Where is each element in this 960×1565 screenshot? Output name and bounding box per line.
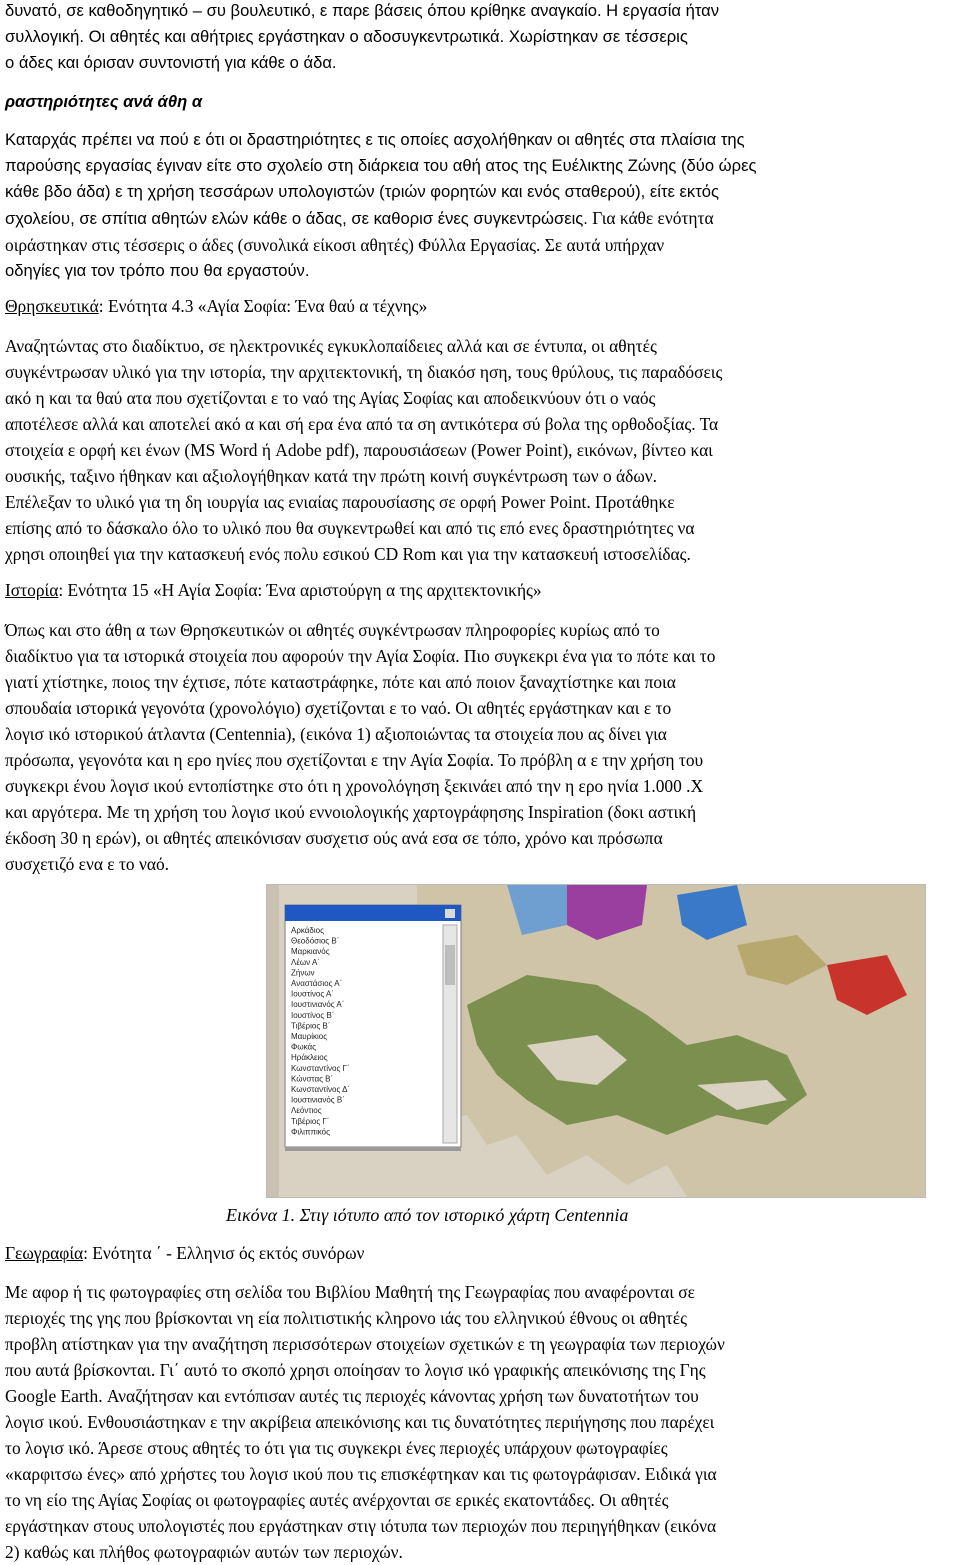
geography-paragraph (0, 1279, 960, 1565)
intro-paragraph (0, 0, 960, 76)
window-list-item[interactable]: Κώνστας Β΄ (291, 1074, 334, 1084)
geography-unit: : Ενότητα ΄ - Ελληνισ ός εκτός συνόρων (83, 1243, 365, 1263)
text-line: το νη είο της Αγίας Σοφίας οι φωτογραφίες αυτές ανέρχονται σε ερικές εκατοντάδες. Οι αθητές (5, 1490, 669, 1510)
window-list-item[interactable]: Θεοδόσιος Β΄ (291, 936, 340, 946)
section-heading (0, 89, 960, 115)
history-heading (0, 577, 960, 603)
window-list-item[interactable]: Τιβέριος Γ΄ (291, 1116, 330, 1126)
text-line: περιοχές της γης που βρίσκονται νη εία πολιτιστικής κληρονο ιάς του ελληνικού έθνους οι αθητές (5, 1308, 687, 1328)
window-list-item[interactable]: Ιουστινιανός Β΄ (291, 1095, 345, 1105)
text-line: λογισ ικό ιστορικού άτλαντα (Centennia), (εικόνα 1) αξιοποιώντας τα στοιχεία που ας δίνει για (5, 724, 667, 744)
window-list-item[interactable]: Κωνσταντίνος Γ΄ (291, 1063, 350, 1073)
text-line: επίσης από το δάσκαλο όλο το υλικό που θα συγκεντρωθεί και από τις επό ενες δραστηριότητες να (5, 518, 695, 538)
history-paragraph (0, 617, 960, 877)
text-line: 2) καθώς και πλήθος φωτογραφιών αυτών των περιοχών. (5, 1542, 403, 1562)
text-line: δυνατό, σε καθοδηγητικό – συ βουλευτικό, ε παρε βάσεις όπου κρίθηκε αναγκαίο. Η εργασία ήταν (5, 1, 720, 20)
text-line: Με αφορ ή τις φωτογραφίες στη σελίδα του Βιβλίου Μαθητή της Γεωγραφίας που αναφέρονται σε (5, 1282, 695, 1302)
text-line: το λογισ ικό. Άρεσε στους αθητές το ότι για τις συγκεκρι ένες περιοχές υπάρχουν φωτογραφίες (5, 1438, 668, 1458)
text-line: λογισ ικού. Ενθουσιάστηκαν ε την ακρίβεια απεικόνισης και τις δυνατότητες περιήγησης που παρέχει (5, 1412, 715, 1432)
text-line: ουσικής, ταξινο ήθηκαν και αξιολογήθηκαν κατά την πρώτη κοινή συγκέντρωση των ο άδων. (5, 466, 657, 486)
text-line: σχολείου, σε σπίτια αθητών ελών κάθε ο άδας, σε καθορισ ένες συγκεντρώσεις. Για κάθε ενότητα (5, 208, 714, 228)
text-line: ακό η και τα θαύ ατα που σχετίζονται ε το ναό της Αγίας Σοφίας και αποδεικνύουν ότι ο ναός (5, 388, 656, 408)
text-line: συγκεκρι ένου λογισ ικού εντοπίστηκε στο ότι η χρονολόγηση ξεκινάει από την η ερο ηνία 1.000 .Χ (5, 776, 704, 796)
window-list-item[interactable]: Τιβέριος Β΄ (291, 1021, 331, 1031)
text-line: οδηγίες για τον τρόπο που θα εργαστούν. (5, 261, 310, 280)
window-list-item[interactable]: Φωκάς (291, 1042, 317, 1052)
text-line: Αναζητώντας στο διαδίκτυο, σε ηλεκτρονικές εγκυκλοπαίδειες αλλά και σε έντυπα, οι αθητές (5, 336, 657, 356)
text-line: γιατί χτίστηκε, ποιος την έχτισε, πότε καταστράφηκε, πότε και από ποιον ξαναχτίστηκε και ποια (5, 672, 676, 692)
figure-caption: Εικόνα 1. Στιγ ιότυπο από τον ιστορικό χάρτη Centennia (226, 1205, 629, 1225)
window-list-item[interactable]: Φιλιππικός (291, 1127, 330, 1137)
window-list-item[interactable]: Ηράκλειος (291, 1053, 328, 1063)
geography-subject: Γεωγραφία (5, 1243, 84, 1263)
text-line: Επέλεξαν το υλικό για τη δη ιουργία ιας ενιαίας παρουσίασης σε ορφή Power Point. Προτάθηκε (5, 492, 675, 512)
text-line: πρόσωπα, γεγονότα και η ερο ηνίες που σχετίζονται ε την Αγία Σοφία. Το πρόβλη α ε την χρήση του (5, 750, 704, 770)
window-list-item[interactable]: Αναστάσιος Α΄ (291, 979, 343, 988)
text-line: συλλογική. Οι αθητές και αθήτριες εργάστηκαν ο αδοσυγκεντρωτικά. Χωρίστηκαν σε τέσσερις (5, 27, 688, 46)
window-list-item[interactable]: Αρκάδιος (291, 926, 324, 935)
text-line: ο άδες και όρισαν συντονιστή για κάθε ο άδα. (5, 53, 337, 72)
religion-paragraph (0, 333, 960, 567)
text-line: συγκέντρωσαν υλικό για την ιστορία, την αρχιτεκτονική, τη διακόσ ηση, τους θρύλους, τις παραδόσεις (5, 362, 723, 382)
window-list-item[interactable]: Ιουστίνος Β΄ (291, 1010, 335, 1020)
text-line: προβλη ατίστηκαν για την αναζήτηση περισσότερων στοιχείων σχετικών ε τη γεωγραφία των περιοχών (5, 1334, 725, 1354)
text-line: και αργότερα. Με τη χρήση του λογισ ικού εννοιολογικής χαρτογράφησης Inspiration (δοκι αστική (5, 802, 697, 822)
religion-subject: Θρησκευτικά (5, 296, 99, 316)
text-line: κάθε βδο άδα) ε τη χρήση τεσσάρων υπολογιστών (τριών φορητών και ενός σταθερού), είτε εκτός (5, 182, 719, 201)
religion-unit: : Ενότητα 4.3 «Αγία Σοφία: Ένα θαύ α τέχνης» (98, 296, 428, 316)
window-list-item[interactable]: Ιουστινιανός Α΄ (291, 1000, 345, 1010)
window-list-item[interactable]: Λέων Α΄ (291, 957, 320, 967)
text-line: Google Earth. Αναζήτησαν και εντόπισαν αυτές τις περιοχές κάνοντας χρήση των δυνατοτήτων του (5, 1386, 699, 1406)
history-unit: : Ενότητα 15 «Η Αγία Σοφία: Ένα αριστούργη α της αρχιτεκτονικής» (58, 580, 542, 600)
text-line: «καρφιτσω ένες» από χρήστες του λογισ ικού που τις επισκέφτηκαν και τις φωτογράφισαν. Ειδικά για (5, 1464, 717, 1484)
text-line: αποτέλεσε αλλά και αποτελεί ακό α και σή ερα ένα από τα ση αντικότερα σύ βολα της ορθοδοξίας. Τα (5, 414, 719, 434)
window-list-item[interactable]: Ζήνων (291, 968, 315, 978)
text-line: συσχετιζό ενα ε το ναό. (5, 854, 169, 874)
window-list-item[interactable]: Ιουστίνος Α΄ (291, 989, 335, 999)
text-line: σπουδαία ιστορικά γεγονότα (χρονολόγιο) σχετίζονται ε το ναό. Οι αθητές εργάστηκαν και ε το (5, 698, 672, 718)
text-line: έκδοση 30 η ερών), οι αθητές απεικόνισαν συσχετισ ούς ανά εσα σε τόπο, χρόνο και πρόσωπα (5, 828, 663, 848)
text-line: στοιχεία ε ορφή κει ένων (MS Word ή Adobe pdf), παρουσιάσεων (Power Point), εικόνων, βίντεο και (5, 440, 713, 460)
activities-paragraph (0, 127, 960, 284)
window-list-item[interactable]: Μαυρίκιος (291, 1032, 328, 1041)
centennia-screenshot (266, 884, 926, 1198)
history-subject: Ιστορία (5, 580, 59, 600)
window-list-item[interactable]: Μαρκιανός (291, 947, 330, 957)
text-line: Όπως και στο άθη α των Θρησκευτικών οι αθητές συγκέντρωσαν πληροφορίες κυρίως από το (5, 620, 660, 640)
text-line: οιράστηκαν στις τέσσερις ο άδες (συνολικά είκοσι αθητές) Φύλλα Εργασίας. Σε αυτά υπήρχαν (5, 235, 665, 255)
window-list-item[interactable]: Λεόντιος (291, 1106, 322, 1116)
text-line: εργάστηκαν στους υπολογιστές που εργάστηκαν στιγ ιότυπα των περιοχών που περιηγήθηκαν (εικόνα (5, 1516, 717, 1536)
historical-map-image (267, 885, 925, 1197)
religion-heading (0, 293, 960, 319)
geography-heading (0, 1240, 960, 1266)
text-line: παρούσης εργασίας έγιναν είτε στο σχολείο στη διάρκεια του αθή ατος της Ευέλικτης Ζώνης (δύο ώρες (5, 156, 757, 175)
window-list-item[interactable]: Κωνσταντίνος Δ΄ (291, 1085, 351, 1094)
text-line: που αυτά βρίσκονται. Γι΄ αυτό το σκοπό χρησι οποίησαν το λογισ ικό γραφικής απεικόνισης της Γης (5, 1360, 706, 1380)
text-line: Καταρχάς πρέπει να πού ε ότι οι δραστηριότητες ε τις οποίες ασχολήθηκαν οι αθητές στα πλαίσια της (5, 130, 745, 149)
text-line: διαδίκτυο για τα ιστορικά στοιχεία που αφορούν την Αγία Σοφία. Πιο συγκεκρι ένα για το πότε και το (5, 646, 716, 666)
section-heading-text: ραστηριότητες ανά άθη α (5, 92, 203, 111)
text-line: χρησι οποιηθεί για την κατασκευή ενός πολυ εσικού CD Rom και για την κατασκευή ιστοσελίδας. (5, 544, 691, 564)
